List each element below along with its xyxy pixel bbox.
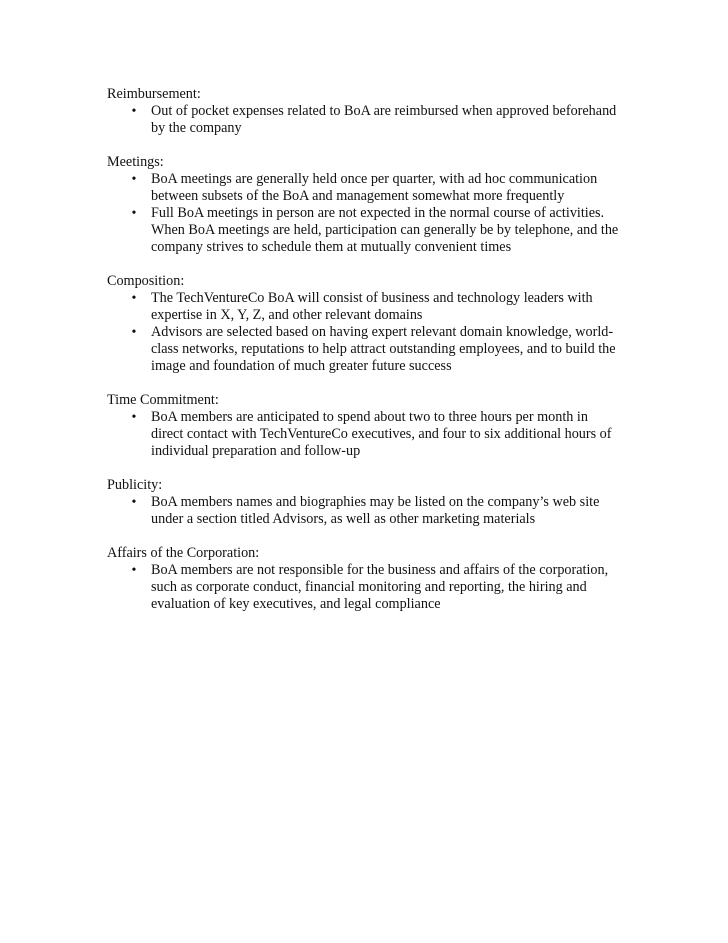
list-item <box>107 494 622 528</box>
document-page <box>107 86 622 630</box>
section-composition <box>107 273 622 375</box>
section-heading: Affairs of the Corporation: <box>107 545 260 561</box>
section-heading: Time Commitment: <box>107 392 219 408</box>
bullet-list <box>107 171 622 256</box>
section-heading: Composition: <box>107 273 185 289</box>
list-item <box>107 171 622 205</box>
bullet-text: BoA meetings are generally held once per quarter, with ad hoc communication between subsets of the BoA and management somewhat more frequently <box>151 171 598 204</box>
bullet-text: Out of pocket expenses related to BoA are reimbursed when approved beforehand by the company <box>151 103 617 136</box>
section-time-commitment <box>107 392 622 460</box>
bullet-list <box>107 290 622 375</box>
bullet-list <box>107 103 622 137</box>
bullet-text: Full BoA meetings in person are not expected in the normal course of activities. When BoA meetings are held, participation can generally be by telephone, and the company strives to schedule them at mutually convenient times <box>151 205 619 255</box>
bullet-text: Advisors are selected based on having expert relevant domain knowledge, world-class networks, reputations to help attract outstanding employees, and to build the image and foundation of much greater future success <box>151 324 616 374</box>
bullet-icon: • <box>131 563 137 578</box>
bullet-icon: • <box>131 291 137 306</box>
bullet-icon: • <box>131 104 137 119</box>
section-heading: Reimbursement: <box>107 86 201 102</box>
bullet-text: BoA members names and biographies may be listed on the company’s web site under a section titled Advisors, as well as other marketing materials <box>151 494 600 527</box>
bullet-list <box>107 494 622 528</box>
list-item <box>107 409 622 460</box>
bullet-text: BoA members are not responsible for the business and affairs of the corporation, such as corporate conduct, financial monitoring and reporting, the hiring and evaluation of key executives, and legal compliance <box>151 562 609 612</box>
section-affairs-of-the-corporation <box>107 545 622 613</box>
section-meetings <box>107 154 622 256</box>
bullet-list <box>107 409 622 460</box>
section-heading: Meetings: <box>107 154 164 170</box>
bullet-icon: • <box>131 495 137 510</box>
list-item <box>107 205 622 256</box>
section-heading: Publicity: <box>107 477 163 493</box>
list-item <box>107 290 622 324</box>
bullet-icon: • <box>131 410 137 425</box>
bullet-list <box>107 562 622 613</box>
list-item <box>107 103 622 137</box>
bullet-icon: • <box>131 172 137 187</box>
list-item <box>107 324 622 375</box>
bullet-text: BoA members are anticipated to spend about two to three hours per month in direct contact with TechVentureCo executives, and four to six additional hours of individual preparation and follow-up <box>151 409 612 459</box>
section-reimbursement <box>107 86 622 137</box>
list-item <box>107 562 622 613</box>
bullet-icon: • <box>131 325 137 340</box>
bullet-icon: • <box>131 206 137 221</box>
section-publicity <box>107 477 622 528</box>
bullet-text: The TechVentureCo BoA will consist of business and technology leaders with expertise in X, Y, Z, and other relevant domains <box>151 290 593 323</box>
